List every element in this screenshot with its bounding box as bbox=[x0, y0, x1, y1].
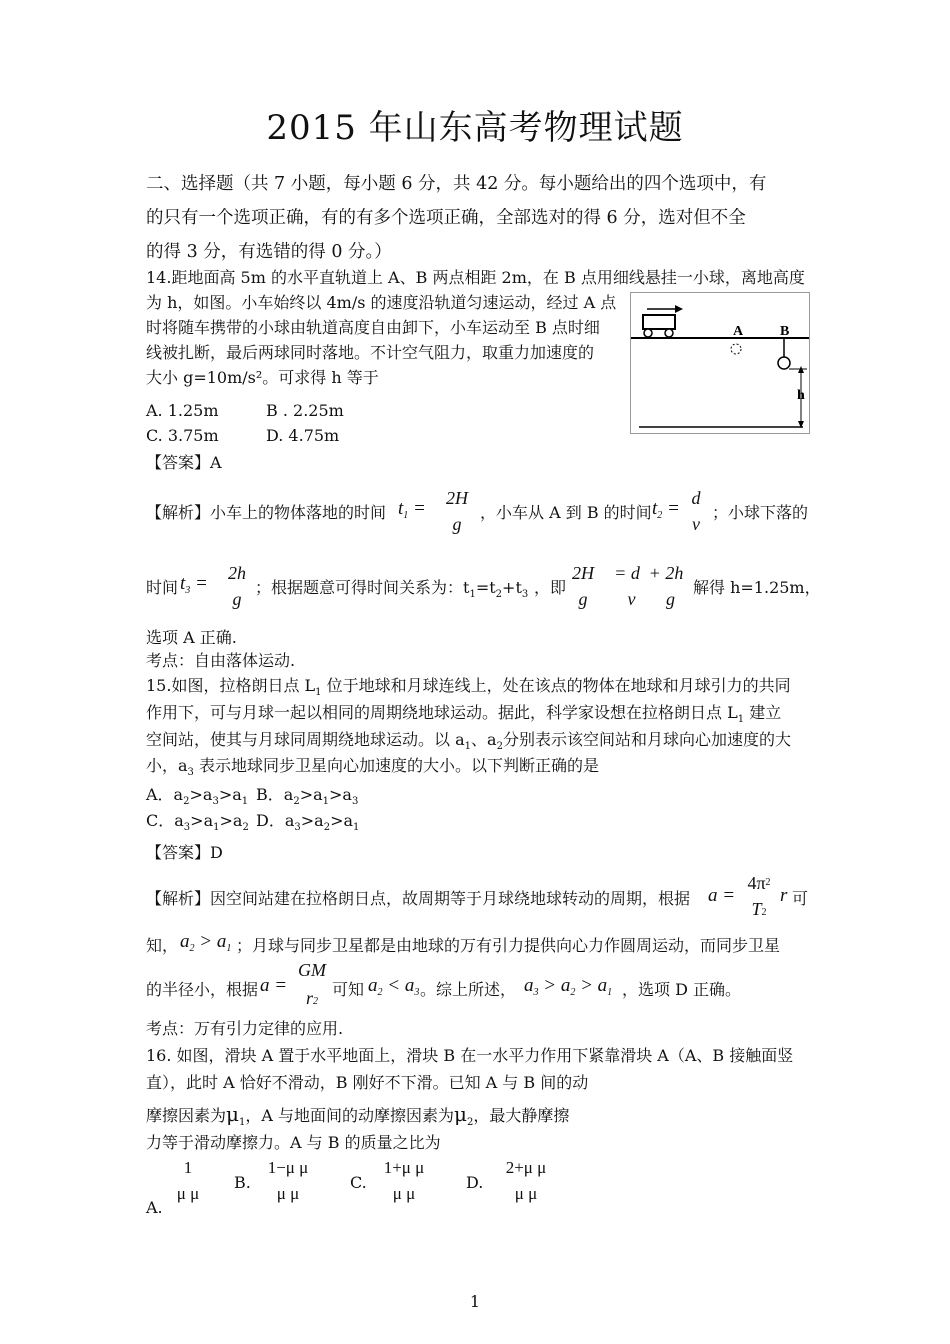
section-intro-line3: 的得 3 分，有选错的得 0 分。） bbox=[146, 242, 392, 262]
q14-solution-g: 解得 h=1.25m， bbox=[693, 578, 821, 597]
q14-line1: 14.距地面高 5m 的水平直轨道上 A、B 两点相距 2m，在 B 点用细线悬挂一小球，离地高度 bbox=[146, 268, 805, 287]
q15-line2: 作用下，可与月球一起以相同的周期绕地球运动。据此，科学家设想在拉格朗日点 $L_1$ 建立 bbox=[146, 703, 782, 725]
cart-track-diagram bbox=[631, 293, 809, 433]
q14-option-b: B . 2.25m bbox=[266, 401, 344, 420]
fig-label-a: A bbox=[733, 324, 744, 339]
q14-frac-d-v-b: = d v bbox=[614, 563, 640, 609]
q15-solution-c: 知， bbox=[146, 936, 179, 955]
q16-line4: 力等于滑动摩擦力。A 与 B 的质量之比为 bbox=[146, 1133, 441, 1152]
q14-option-c: C. 3.75m bbox=[146, 426, 219, 445]
q15-solution-f: 可知 bbox=[332, 980, 365, 999]
q14-solution-a: 【解析】小车上的物体落地的时间 bbox=[146, 503, 387, 522]
q14-solution-c: ；小球下落的 bbox=[712, 503, 809, 522]
q15-option-b: B．$a_2>a_1>a_3$ bbox=[256, 785, 359, 807]
q14-t2: $t_2$ = bbox=[652, 498, 680, 521]
q14-frac-2h-g: 2h g bbox=[228, 563, 246, 609]
q15-a3-gt-a2-gt-a1: $a_3 > a_2 > a_1$ bbox=[524, 975, 613, 998]
q16-option-c: C. bbox=[350, 1173, 367, 1192]
q14-solution-h: 选项 A 正确. bbox=[146, 628, 237, 647]
q15-a2-gt-a1: $a_2 > a_1$ bbox=[180, 931, 232, 954]
q15-a2-lt-a3: $a_2 < a_3$ bbox=[368, 975, 420, 998]
q14-solution-b: ，小车从 A 到 B 的时间 bbox=[480, 503, 652, 522]
q14-line3: 时将随车携带的小球由轨道高度自由卸下，小车运动至 B 点时细 bbox=[146, 318, 600, 337]
q14-t3: $t_3$ = bbox=[180, 573, 208, 596]
q14-frac-2h-g-b: + 2h g bbox=[648, 563, 684, 609]
section-intro-line1: 二、选择题（共 7 小题，每小题 6 分，共 42 分。每小题给出的四个选项中，有 bbox=[146, 174, 767, 194]
q14-line2: 为 h，如图。小车始终以 4m/s 的速度沿轨道匀速运动，经过 A 点 bbox=[146, 293, 617, 312]
q14-frac-2H-g: 2H g bbox=[446, 488, 468, 534]
q16-frac-d: 2+μ μ μ μ bbox=[505, 1158, 547, 1203]
q15-solution-d: ；月球与同步卫星都是由地球的万有引力提供向心力作圆周运动，而同步卫星 bbox=[236, 936, 781, 955]
q16-frac-b: 1−μ μ μ μ bbox=[267, 1158, 309, 1203]
section-intro-line2: 的只有一个选项正确，有的有多个选项正确，全部选对的得 6 分，选对但不全 bbox=[146, 208, 746, 228]
fig-label-b: B bbox=[780, 324, 790, 339]
q15-solution-a: 【解析】因空间站建在拉格朗日点，故周期等于月球绕地球转动的周期，根据 bbox=[146, 889, 691, 908]
q15-point: 考点：万有引力定律的应用. bbox=[146, 1019, 344, 1038]
q14-frac-2H-g-b: 2H g bbox=[572, 563, 594, 609]
q15-a-eq-2: a = bbox=[260, 975, 288, 996]
q14-option-d: D. 4.75m bbox=[266, 426, 340, 445]
q15-solution-h: ，选项 D 正确。 bbox=[622, 980, 742, 999]
q16-frac-c: 1+μ μ μ μ bbox=[383, 1158, 425, 1203]
q14-answer: 【答案】A bbox=[146, 453, 222, 472]
q14-line4: 线被扎断，最后两球同时落地。不计空气阻力，取重力加速度的 bbox=[146, 343, 595, 362]
q15-option-d: D．$a_3>a_2>a_1$ bbox=[256, 811, 360, 833]
q15-frac-4pi2-T2: $4\pi^2$ T2 bbox=[747, 873, 771, 919]
q15-a-eq: a = bbox=[708, 885, 736, 906]
fig-label-h: h bbox=[797, 388, 805, 403]
q16-option-d: D. bbox=[466, 1173, 484, 1192]
page-title: 2015 年山东高考物理试题 bbox=[266, 108, 684, 148]
q15-solution-b: 可 bbox=[792, 889, 809, 908]
q15-solution-e: 的半径小，根据 bbox=[146, 980, 259, 999]
q15-line1: 15.如图，拉格朗日点 $L_1$ 位于地球和月球连线上，处在该点的物体在地球和月球引力的共同 bbox=[146, 676, 791, 698]
q16-line2: 直），此时 A 恰好不滑动，B 刚好不下滑。已知 A 与 B 间的动 bbox=[146, 1073, 589, 1092]
q14-option-a: A. 1.25m bbox=[146, 401, 219, 420]
q15-option-c: C．$a_3>a_1>a_2$ bbox=[146, 811, 249, 833]
q15-option-a: A．$a_2>a_3>a_1$ bbox=[146, 785, 249, 807]
q16-frac-a: 1 μ μ bbox=[176, 1158, 200, 1203]
q16-option-b: B. bbox=[234, 1173, 251, 1192]
q15-solution-g: 。综上所述， bbox=[420, 980, 517, 999]
q16-line1: 16. 如图，滑块 A 置于水平地面上，滑块 B 在一水平力作用下紧靠滑块 A（A、B 接触面竖 bbox=[146, 1046, 794, 1065]
q14-solution-e: ；根据题意可得时间关系为：$t_1=t_2+t_3$ bbox=[255, 578, 529, 600]
q14-line5: 大小 g=10m/s²。可求得 h 等于 bbox=[146, 368, 379, 387]
q14-figure bbox=[630, 292, 810, 434]
q14-t1: $t_1$ = bbox=[398, 498, 426, 521]
q15-r: r bbox=[780, 885, 788, 906]
q14-solution-d: 时间 bbox=[146, 578, 179, 597]
q15-line4: 小，$a_3$ 表示地球同步卫星向心加速度的大小。以下判断正确的是 bbox=[146, 756, 600, 778]
page-number: 1 bbox=[469, 1292, 481, 1311]
q15-answer: 【答案】D bbox=[146, 843, 223, 862]
q14-point: 考点：自由落体运动. bbox=[146, 651, 296, 670]
q16-option-a: A. bbox=[146, 1198, 163, 1217]
q15-line3: 空间站，使其与月球同周期绕地球运动。以 $a_1$、$a_2$分别表示该空间站和月球向心加速度的大 bbox=[146, 730, 791, 752]
q14-solution-f: ，即 bbox=[534, 578, 567, 597]
q15-frac-GM-r2: GM r2 bbox=[298, 960, 326, 1008]
q16-line3: 摩擦因素为$\mu_1$，A 与地面间的动摩擦因素为$\mu_2$，最大静摩擦 bbox=[146, 1102, 570, 1128]
q14-frac-d-v: d v bbox=[691, 488, 701, 534]
